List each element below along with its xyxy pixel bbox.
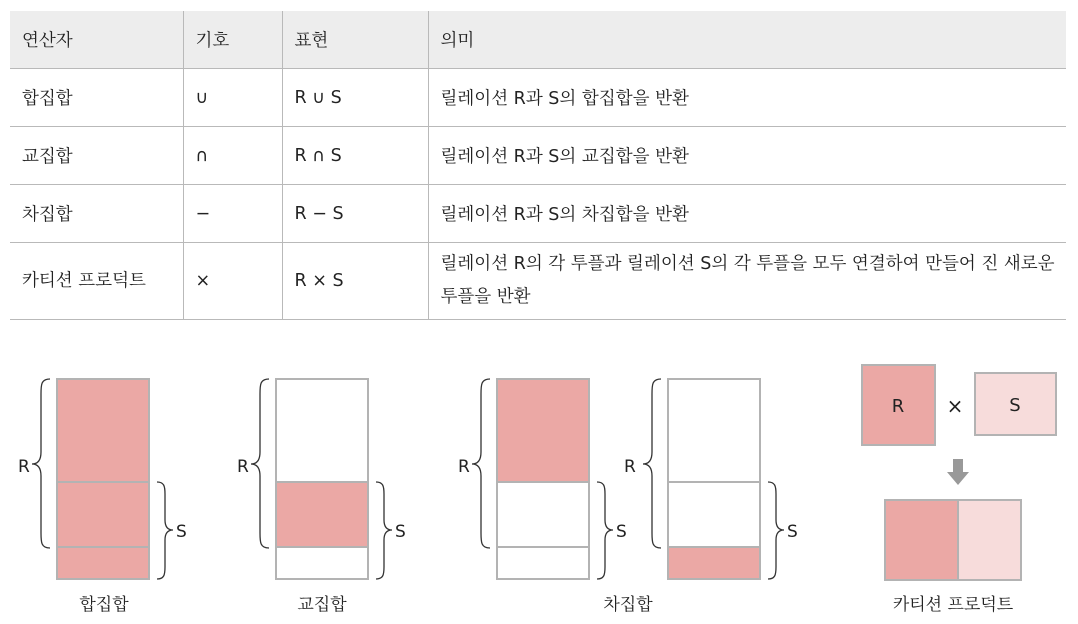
s-label: S [616,522,627,542]
header-symbol: 기호 [183,11,282,69]
difference-region [668,547,760,579]
product-caption: 카티션 프로덕트 [892,595,1014,615]
r-box-label: R [891,396,905,417]
operator-cell: 합집합 [10,69,183,127]
expression-cell: R ∩ S [282,127,428,185]
r-label: R [237,457,249,477]
meaning-cell: 릴레이션 R의 각 투플과 릴레이션 S의 각 투플을 모두 연결하여 만들어 진 새로운 투플을 반환 [428,243,1066,320]
expression-cell: R ∪ S [282,69,428,127]
expression-cell: R − S [282,185,428,243]
intersection-outline [276,379,368,579]
s-label: S [176,522,187,542]
difference-caption: 차집합 [603,595,653,615]
intersection-caption: 교집합 [297,595,347,615]
symbol-cell: ∪ [183,69,282,127]
union-diagram [18,379,187,615]
r-brace [472,379,490,548]
r-label: R [18,457,30,477]
operator-cell: 차집합 [10,185,183,243]
times-symbol: × [946,394,964,418]
operator-cell: 교집합 [10,127,183,185]
meaning-cell: 릴레이션 R과 S의 합집합을 반환 [428,69,1066,127]
s-brace [376,482,392,579]
s-brace [597,482,613,579]
s-label: S [395,522,406,542]
r-brace [32,379,50,548]
table-row [10,69,1066,127]
r-label: R [624,457,636,477]
s-brace [157,482,173,579]
r-label: R [458,457,470,477]
header-expression: 표현 [282,11,428,69]
s-box-label: S [1009,395,1021,416]
meaning-cell: 릴레이션 R과 S의 차집합을 반환 [428,185,1066,243]
product-s-part [958,500,1021,580]
meaning-cell: 릴레이션 R과 S의 교집합을 반환 [428,127,1066,185]
table-row [10,185,1066,243]
table-header-row [10,11,1066,69]
cartesian-product-diagram [862,365,1056,615]
symbol-cell: − [183,185,282,243]
header-operator: 연산자 [10,11,183,69]
s-label: S [787,522,798,542]
set-operation-diagrams [0,345,1078,624]
union-caption: 합집합 [79,595,129,615]
r-brace [643,379,661,548]
difference-region [497,379,589,482]
down-arrow-icon [947,459,969,485]
intersection-diagram [237,379,406,615]
expression-cell: R × S [282,243,428,320]
symbol-cell: × [183,243,282,320]
product-r-part [885,500,958,580]
table-row [10,243,1066,320]
union-r-region [57,379,149,579]
s-brace [768,482,784,579]
intersection-region [276,482,368,547]
header-meaning: 의미 [428,11,1066,69]
difference-diagram-left [458,379,627,579]
operator-cell: 카티션 프로덕트 [10,243,183,320]
table-row [10,127,1066,185]
relational-operators-table [10,11,1066,320]
symbol-cell: ∩ [183,127,282,185]
difference-diagram-right [624,379,798,579]
r-brace [251,379,269,548]
